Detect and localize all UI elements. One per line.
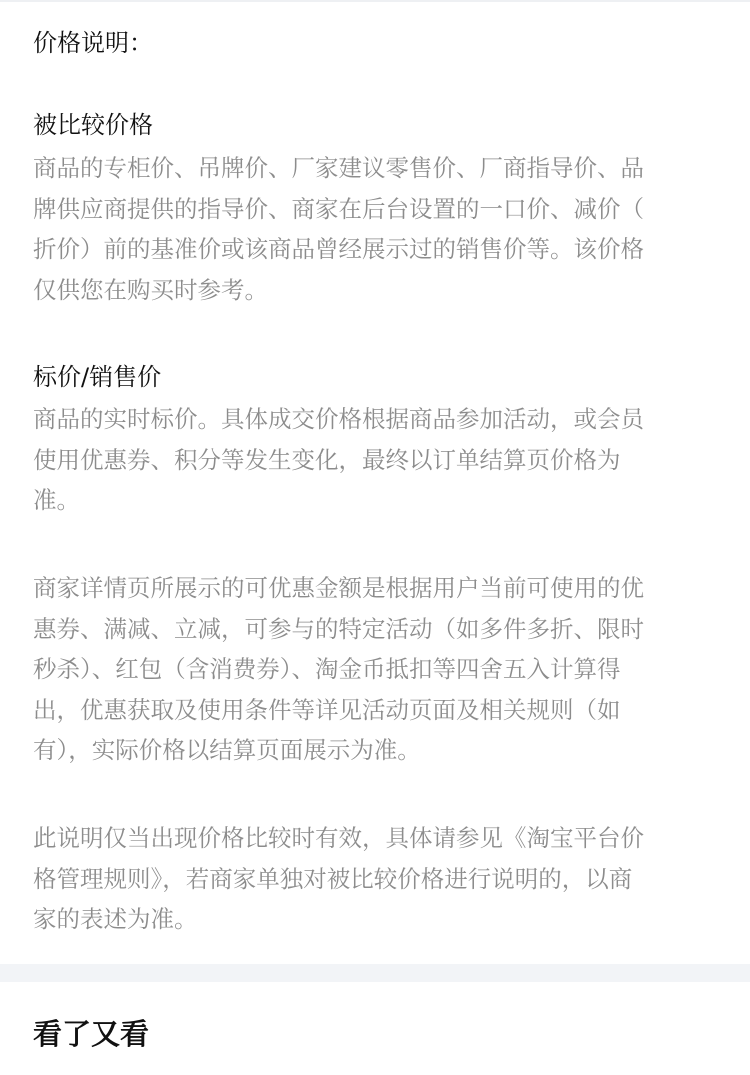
text-line: 牌供应商提供的指导价、商家在后台设置的一口价、减价（ — [33, 194, 644, 223]
validity-note — [33, 818, 723, 940]
recommend-title: 看了又看 — [33, 1017, 150, 1051]
text-line: 格管理规则》，若商家单独对被比较价格进行说明的，以商 — [33, 864, 633, 893]
text-line: 秒杀）、红包（含消费券）、淘金币抵扣等四舍五入计算得 — [33, 655, 621, 683]
list-price-title: 标价/销售价 — [33, 363, 162, 391]
text-line: 使用优惠券、积分等发生变化，最终以订单结算页价格为 — [33, 445, 621, 474]
section-divider — [0, 964, 750, 982]
discount-note — [33, 568, 723, 771]
compare-price-title: 被比较价格 — [33, 111, 153, 139]
text-line: 出，优惠获取及使用条件等详见活动页面及相关规则（如 — [33, 695, 621, 724]
text-line: 商品的专柜价、吊牌价、厂家建议零售价、厂商指导价、品 — [33, 154, 644, 182]
list-price-description — [33, 399, 723, 521]
recommend-section — [0, 982, 750, 1075]
text-line: 折价）前的基准价或该商品曾经展示过的销售价等。该价格 — [33, 235, 644, 263]
text-line: 惠券、满减、立减，可参与的特定活动（如多件多折、限时 — [33, 614, 644, 643]
price-explanation-panel — [0, 2, 750, 964]
text-line: 商家详情页所展示的可优惠金额是根据用户当前可使用的优 — [33, 574, 644, 602]
compare-price-description — [33, 148, 723, 310]
text-line: 此说明仅当出现价格比较时有效，具体请参见《淘宝平台价 — [33, 824, 644, 852]
text-line: 家的表述为准。 — [33, 905, 198, 933]
text-line: 准。 — [33, 486, 80, 514]
text-line: 有），实际价格以结算页面展示为准。 — [33, 736, 421, 764]
text-line: 仅供您在购买时参考。 — [33, 275, 268, 304]
text-line: 商品的实时标价。具体成交价格根据商品参加活动，或会员 — [33, 405, 644, 433]
price-explanation-title: 价格说明： — [33, 29, 153, 57]
